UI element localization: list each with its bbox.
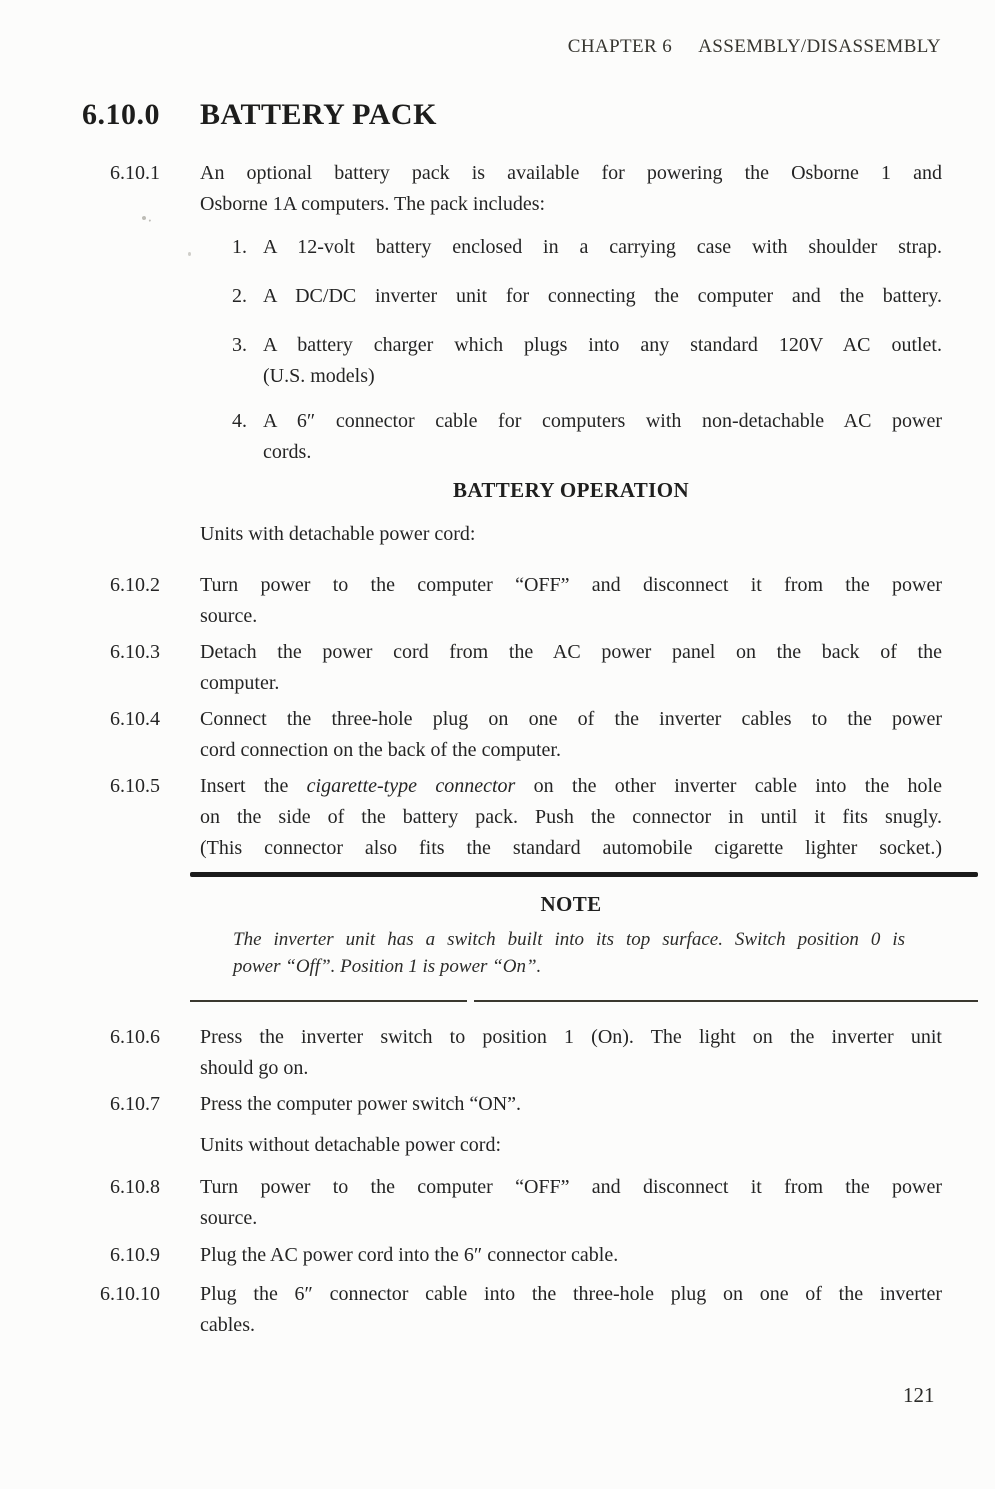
list-number: 2. bbox=[232, 285, 247, 307]
text-line: Osborne 1A computers. The pack includes: bbox=[200, 193, 546, 215]
rule-segment bbox=[474, 1000, 978, 1002]
list-item-text bbox=[263, 330, 942, 392]
text-line: source. bbox=[200, 605, 258, 627]
step-6-10-2 bbox=[0, 570, 995, 632]
text-line: Press the computer power switch “ON”. bbox=[200, 1093, 522, 1115]
step-number: 6.10.8 bbox=[110, 1176, 160, 1198]
text-line: Turn power to the computer “OFF” and disconnect it from the power bbox=[200, 574, 942, 596]
emphasis-text: cigarette-type connector bbox=[306, 775, 516, 797]
pack-item-1 bbox=[232, 232, 995, 263]
text-segment: Insert the bbox=[200, 775, 307, 797]
rule-segment bbox=[190, 1000, 467, 1002]
text-line: An optional battery pack is available for powering the Osborne 1 and bbox=[200, 162, 942, 184]
step-number: 6.10.4 bbox=[110, 708, 160, 730]
step-6-10-4 bbox=[0, 704, 995, 766]
text-line: Detach the power cord from the AC power panel on the back of the bbox=[200, 641, 942, 663]
page-number: 121 bbox=[903, 1383, 935, 1407]
text-line: Plug the 6″ connector cable into the three-hole plug on one of the inverter bbox=[200, 1283, 942, 1305]
paragraph-6-10-1 bbox=[0, 158, 995, 220]
rule-gap bbox=[467, 1000, 474, 1002]
step-number: 6.10.6 bbox=[110, 1026, 160, 1048]
paragraph-body bbox=[200, 519, 942, 550]
step-body bbox=[200, 637, 942, 699]
text-line: cord connection on the back of the computer. bbox=[200, 739, 561, 761]
section-heading-row bbox=[0, 95, 995, 135]
step-6-10-7 bbox=[0, 1089, 995, 1120]
step-number-empty bbox=[0, 519, 160, 550]
list-item-text bbox=[263, 406, 942, 468]
step-6-10-6 bbox=[0, 1022, 995, 1084]
step-number: 6.10.3 bbox=[110, 641, 160, 663]
text-line: Turn power to the computer “OFF” and disconnect it from the power bbox=[200, 1176, 942, 1198]
text-line: should go on. bbox=[200, 1057, 309, 1079]
running-header-chapter: CHAPTER 6 bbox=[567, 36, 673, 57]
paragraph-body bbox=[200, 158, 942, 220]
step-6-10-3 bbox=[0, 637, 995, 699]
step-body bbox=[200, 771, 942, 864]
text-line: A 12-volt battery enclosed in a carrying case with shoulder strap. bbox=[263, 236, 942, 258]
text-line: A 6″ connector cable for computers with non-detachable AC power bbox=[263, 410, 942, 432]
text-line: on the side of the battery pack. Push the connector in until it fits snugly. bbox=[200, 806, 942, 828]
step-number-empty bbox=[0, 1130, 160, 1161]
pack-item-3 bbox=[232, 330, 995, 392]
note-bottom-rule bbox=[190, 1000, 978, 1002]
step-body bbox=[200, 1022, 942, 1084]
list-item-text bbox=[263, 232, 942, 263]
step-6-10-10 bbox=[0, 1279, 995, 1341]
section-number: 6.10.0 bbox=[82, 98, 160, 131]
text-line: (U.S. models) bbox=[263, 365, 375, 387]
page-title: BATTERY PACK bbox=[200, 98, 437, 131]
text-line: source. bbox=[200, 1207, 258, 1229]
pack-item-2 bbox=[232, 281, 995, 312]
list-item-text bbox=[263, 281, 942, 312]
step-6-10-5 bbox=[0, 771, 995, 864]
pack-item-4 bbox=[232, 406, 995, 468]
note-heading: NOTE bbox=[540, 892, 602, 916]
text-line bbox=[200, 771, 942, 802]
list-number: 1. bbox=[232, 236, 247, 258]
with-cord-label: Units with detachable power cord: bbox=[200, 523, 476, 545]
text-line: computer. bbox=[200, 672, 280, 694]
note-top-rule bbox=[190, 872, 978, 877]
text-line: cords. bbox=[263, 441, 312, 463]
step-number: 6.10.7 bbox=[110, 1093, 160, 1115]
text-line: power “Off”. Position 1 is power “On”. bbox=[233, 956, 542, 977]
note-text bbox=[233, 926, 905, 980]
step-body bbox=[200, 1089, 942, 1120]
step-number: 6.10.10 bbox=[100, 1283, 160, 1305]
without-cord-label: Units without detachable power cord: bbox=[200, 1134, 502, 1156]
text-line: (This connector also fits the standard automobile cigarette lighter socket.) bbox=[200, 837, 942, 859]
step-number: 6.10.5 bbox=[110, 775, 160, 797]
battery-operation-heading: BATTERY OPERATION bbox=[452, 478, 690, 502]
text-segment: on the other inverter cable into the hole bbox=[515, 775, 942, 797]
running-header-title: ASSEMBLY/DISASSEMBLY bbox=[698, 36, 941, 57]
paragraph-body bbox=[200, 1130, 942, 1161]
step-number: 6.10.9 bbox=[110, 1244, 160, 1266]
text-line: A DC/DC inverter unit for connecting the computer and the battery. bbox=[263, 285, 942, 307]
text-line: Connect the three-hole plug on one of the inverter cables to the power bbox=[200, 708, 942, 730]
step-body bbox=[200, 1279, 942, 1341]
list-number: 3. bbox=[232, 334, 247, 356]
step-body bbox=[200, 570, 942, 632]
text-line: The inverter unit has a switch built into its top surface. Switch position 0 is bbox=[233, 929, 905, 950]
step-body bbox=[200, 1240, 942, 1271]
step-6-10-9 bbox=[0, 1240, 995, 1271]
step-number: 6.10.2 bbox=[110, 574, 160, 596]
step-body bbox=[200, 1172, 942, 1234]
text-line: Plug the AC power cord into the 6″ connector cable. bbox=[200, 1244, 619, 1266]
with-cord-label-row bbox=[0, 519, 995, 550]
list-number: 4. bbox=[232, 410, 247, 432]
step-6-10-8 bbox=[0, 1172, 995, 1234]
step-body bbox=[200, 704, 942, 766]
without-cord-label-row bbox=[0, 1130, 995, 1161]
text-line: A battery charger which plugs into any standard 120V AC outlet. bbox=[263, 334, 942, 356]
step-number: 6.10.1 bbox=[110, 162, 160, 184]
text-line: Press the inverter switch to position 1 (On). The light on the inverter unit bbox=[200, 1026, 942, 1048]
text-line: cables. bbox=[200, 1314, 255, 1336]
